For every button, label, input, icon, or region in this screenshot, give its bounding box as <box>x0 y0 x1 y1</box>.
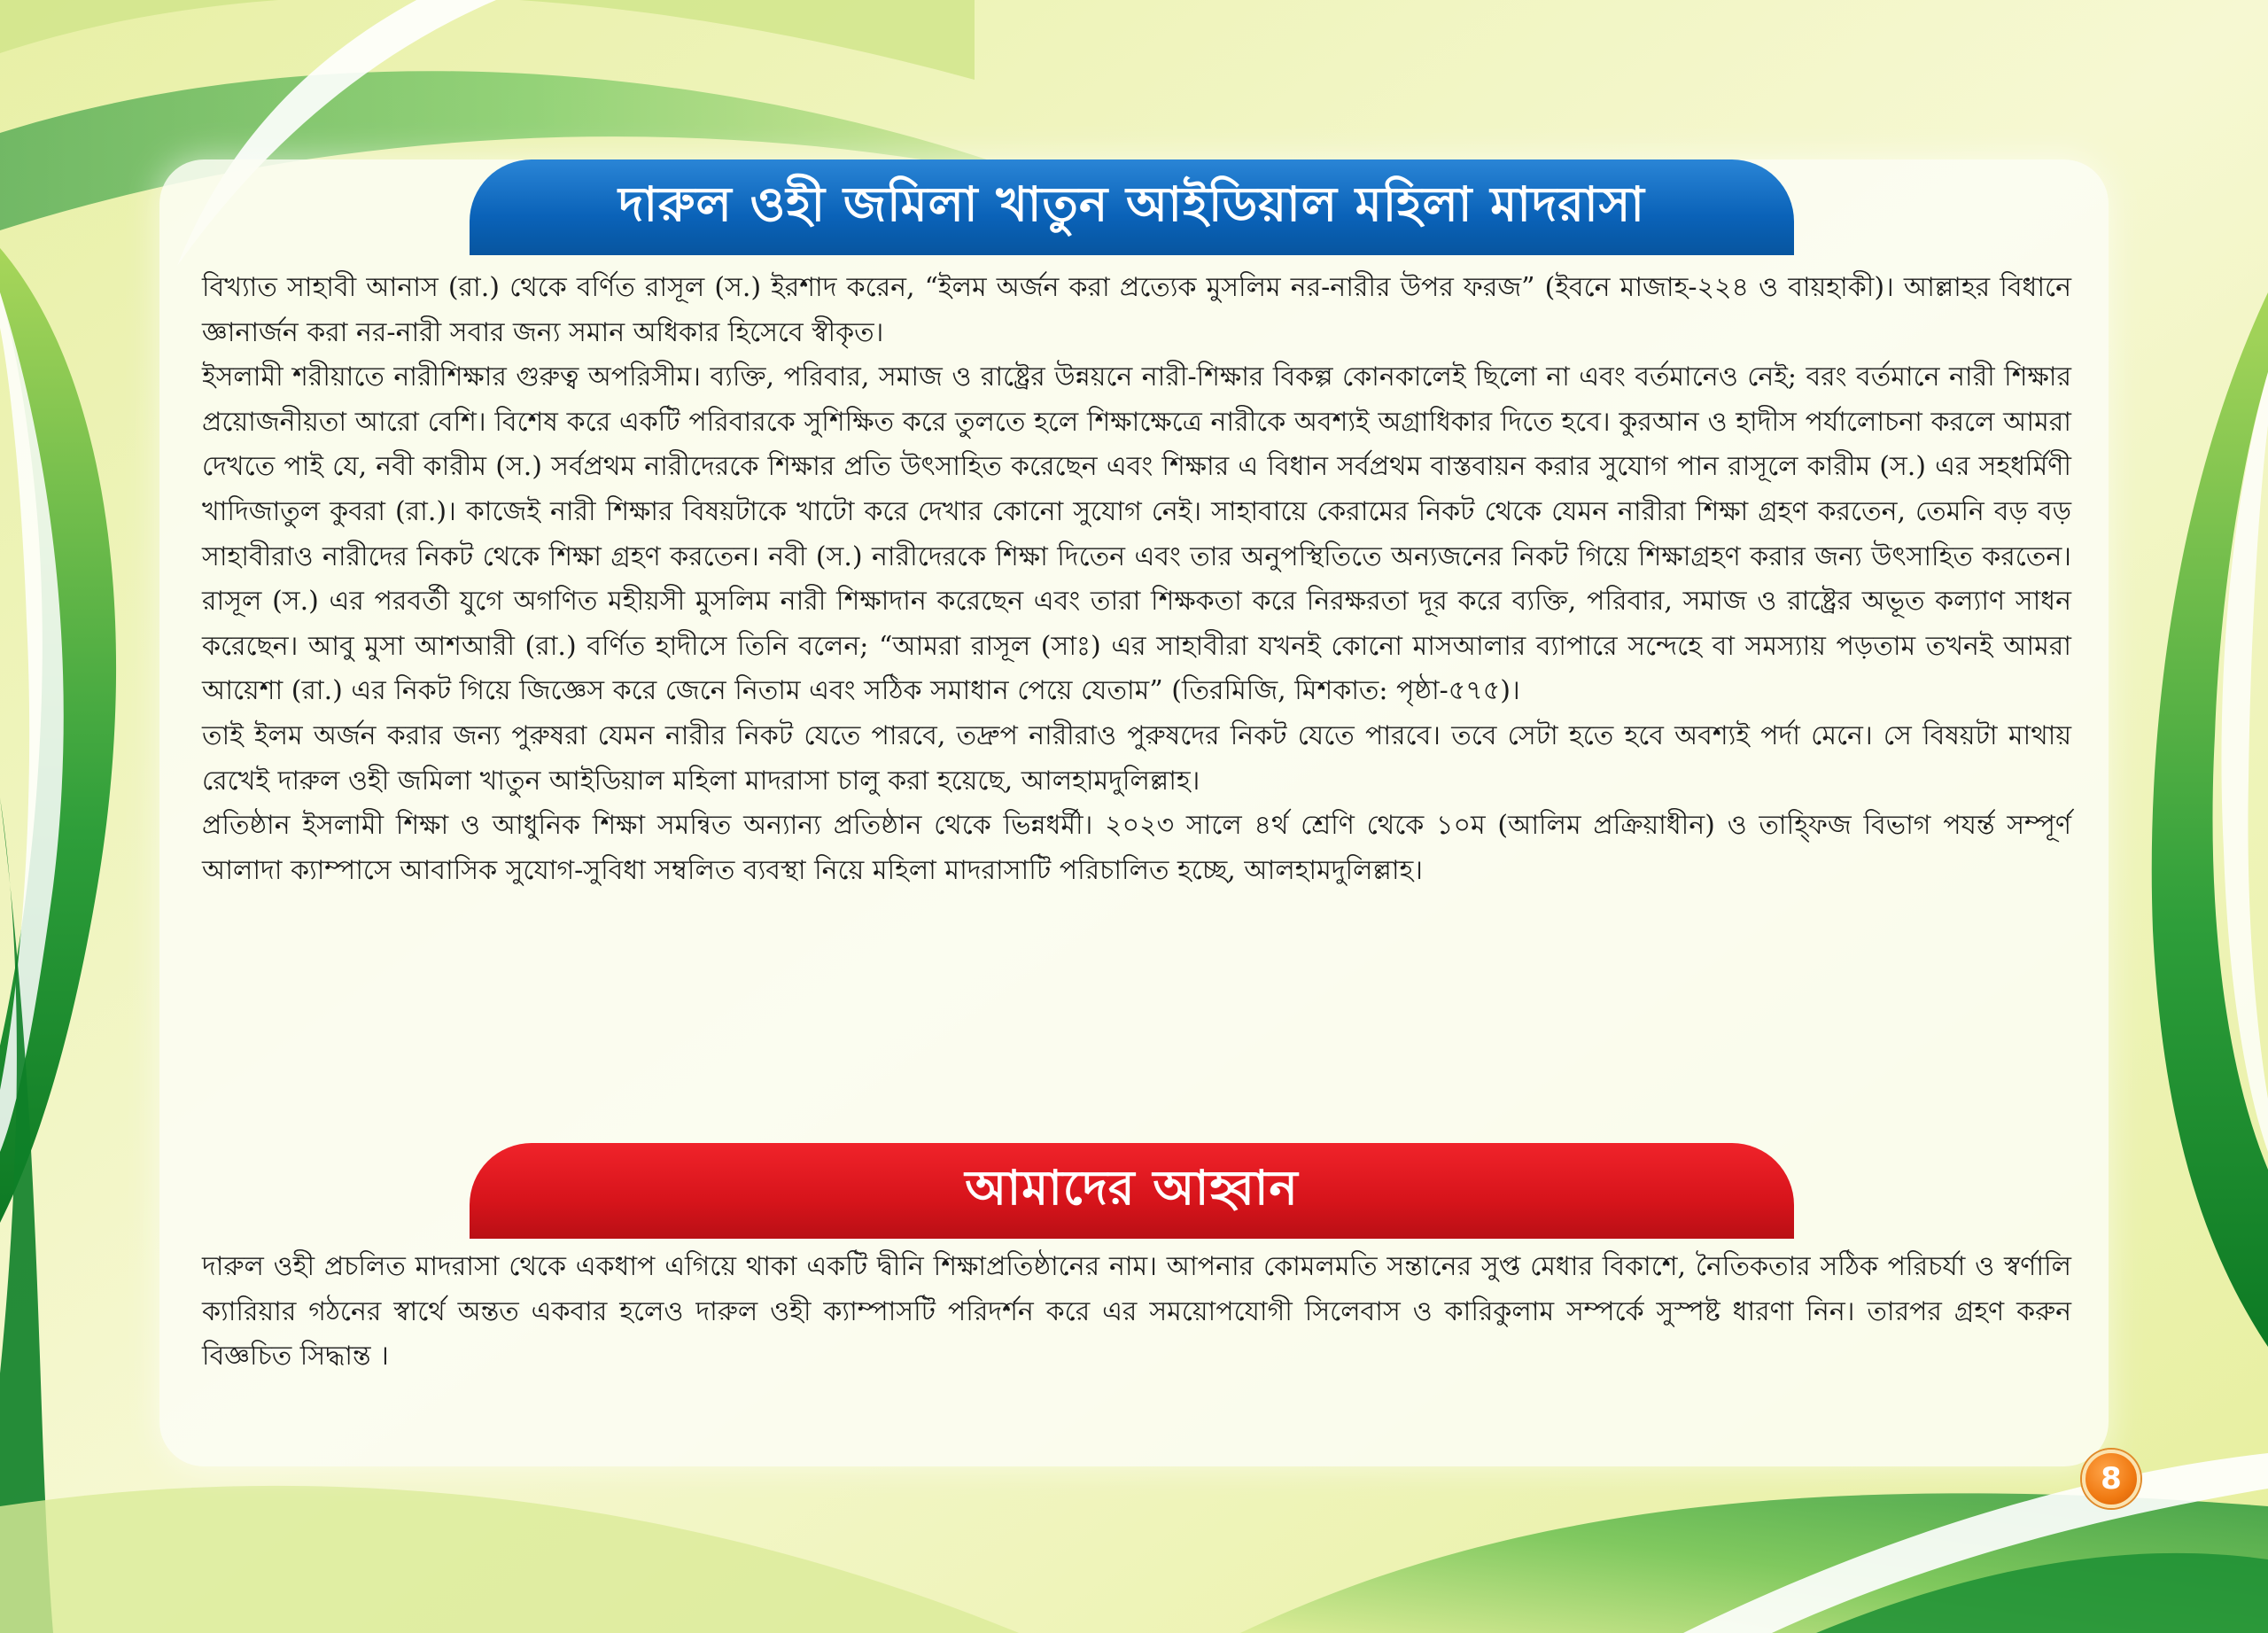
page-number-badge <box>2082 1450 2140 1508</box>
paragraph: ইসলামী শরীয়াতে নারীশিক্ষার গুরুত্ব অপরিসীম। ব্যক্তি, পরিবার, সমাজ ও রাষ্ট্রের উন্নয়নে নারী-শিক্ষার বিকল্প কোনকালেই ছিলো না এবং বর্তমানেও নেই; বরং বর্তমানে নারী শিক্ষার প্রয়োজনীয়তা আরো বেশি। বিশেষ করে একটি পরিবারকে সুশিক্ষিত করে তুলতে হলে শিক্ষাক্ষেত্রে নারীকে অবশ্যই অগ্রাধিকার দিতে হবে। কুরআন ও হাদীস পর্যালোচনা করলে আমরা দেখতে পাই যে, নবী কারীম (স.) সর্বপ্রথম নারীদেরকে শিক্ষার প্রতি উৎসাহিত করেছেন এবং শিক্ষার এ বিধান সর্বপ্রথম বাস্তবায়ন করার সুযোগ পান রাসূলে কারীম (স.) এর সহধর্মিণী খাদিজাতুল কুবরা (রা.)। কাজেই নারী শিক্ষার বিষয়টাকে খাটো করে দেখার কোনো সুযোগ নেই। সাহাবায়ে কেরামের নিকট থেকে যেমন নারীরা শিক্ষা গ্রহণ করতেন, তেমনি বড় বড় সাহাবীরাও নারীদের নিকট থেকে শিক্ষা গ্রহণ করতেন। নবী (স.) নারীদেরকে শিক্ষা দিতেন এবং তার অনুপস্থিতিতে অন্যজনের নিকট গিয়ে শিক্ষাগ্রহণ করার জন্য উৎসাহিত করতেন। রাসূল (স.) এর পরবর্তী যুগে অগণিত মহীয়সী মুসলিম নারী শিক্ষাদান করেছেন এবং তারা শিক্ষকতা করে নিরক্ষরতা দূর করে ব্যক্তি, পরিবার, সমাজ ও রাষ্ট্রের অভূত কল্যাণ সাধন করেছেন। আবু মুসা আশআরী (রা.) বর্ণিত হাদীসে তিনি বলেন; “আমরা রাসূল (সাঃ) এর সাহাবীরা যখনই কোনো মাসআলার ব্যাপারে সন্দেহে বা সমস্যায় পড়তাম তখনই আমরা আয়েশা (রা.) এর নিকট গিয়ে জিজ্ঞেস করে জেনে নিতাম এবং সঠিক সমাধান পেয়ে যেতাম” (তিরমিজি, মিশকাত: পৃষ্ঠা-৫৭৫)। <box>202 362 2071 707</box>
invitation-title: আমাদের আহ্বান <box>965 1159 1299 1216</box>
paragraph: প্রতিষ্ঠান ইসলামী শিক্ষা ও আধুনিক শিক্ষা সমন্বিত অন্যান্য প্রতিষ্ঠান থেকে ভিন্নধর্মী। ২০২৩ সালে ৪র্থ শ্রেণি থেকে ১০ম (আলিম প্রক্রিয়াধীন) ও তাহ্ফিজ বিভাগ পযর্ন্ত সম্পূর্ণ আলাদা ক্যাম্পাসে আবাসিক সুযোগ-সুবিধা সম্বলিত ব্যবস্থা নিয়ে মহিলা মাদরাসাটি পরিচালিত হচ্ছে, আলহামদুলিল্লাহ। <box>202 810 2071 886</box>
about-text-block <box>202 266 2071 893</box>
paragraph: বিখ্যাত সাহাবী আনাস (রা.) থেকে বর্ণিত রাসূল (স.) ইরশাদ করেন, “ইলম অর্জন করা প্রত্যেক মুসলিম নর-নারীর উপর ফরজ” (ইবনে মাজাহ-২২৪ ও বায়হাকী)। আল্লাহর বিধানে জ্ঞানার্জন করা নর-নারী সবার জন্য সমান অধিকার হিসেবে স্বীকৃত। <box>202 272 2071 348</box>
section-title: দারুল ওহী জমিলা খাতুন আইডিয়াল মহিলা মাদরাসা <box>618 175 1645 232</box>
page-number: 8 <box>2101 1461 2122 1497</box>
paragraph: দারুল ওহী প্রচলিত মাদরাসা থেকে একধাপ এগিয়ে থাকা একটি দ্বীনি শিক্ষাপ্রতিষ্ঠানের নাম। আপনার কোমলমতি সন্তানের সুপ্ত মেধার বিকাশে, নৈতিকতার সঠিক পরিচর্যা ও স্বর্ণালি ক্যারিয়ার গঠনের স্বার্থে অন্তত একবার হলেও দারুল ওহী ক্যাম্পাসটি পরিদর্শন করে এর সময়োপযোগী সিলেবাস ও কারিকুলাম সম্পর্কে সুস্পষ্ট ধারণা নিন। তারপর গ্রহণ করুন বিজ্ঞচিত সিদ্ধান্ত । <box>202 1251 2071 1372</box>
section-title-banner <box>470 159 1794 255</box>
paragraph: তাই ইলম অর্জন করার জন্য পুরুষরা যেমন নারীর নিকট যেতে পারবে, তদ্রুপ নারীরাও পুরুষদের নিকট যেতে পারবে। তবে সেটা হতে হবে অবশ্যই পর্দা মেনে। সে বিষয়টা মাথায় রেখেই দারুল ওহী জমিলা খাতুন আইডিয়াল মহিলা মাদরাসা চালু করা হয়েছে, আলহামদুলিল্লাহ। <box>202 719 2071 797</box>
invitation-title-banner <box>470 1143 1794 1239</box>
invitation-text-block <box>202 1245 2071 1380</box>
